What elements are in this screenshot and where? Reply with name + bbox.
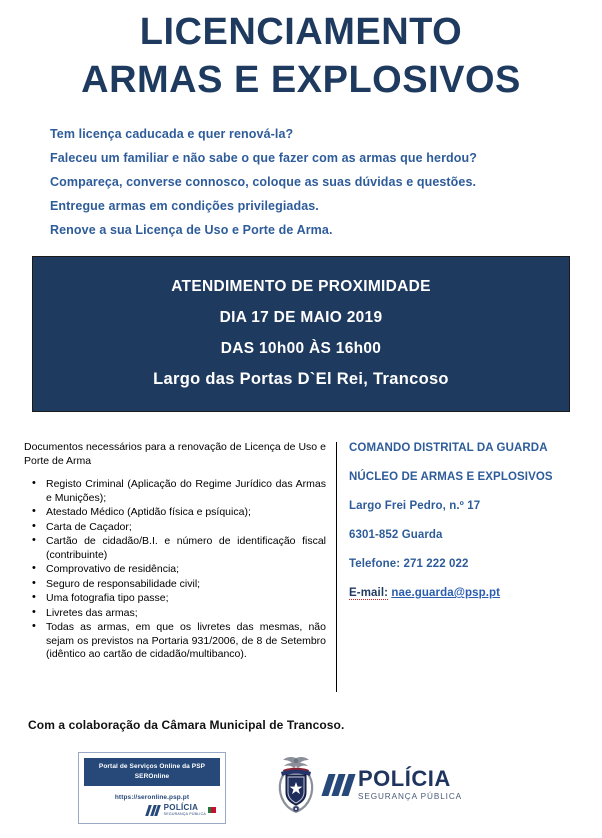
banner-hours: DAS 10h00 ÀS 16h00 [220, 340, 382, 357]
title-line-1: LICENCIAMENTO [139, 11, 463, 53]
psp-slashes-icon [325, 774, 355, 796]
psp-brand-text [358, 765, 463, 803]
intro-line-1: Tem licença caducada e quer renová-la? [50, 127, 294, 141]
intro-line-5: Renove a sua Licença de Uso e Porte de Arma. [50, 223, 333, 237]
banner-location: Largo das Portas D`El Rei, Trancoso [153, 370, 449, 388]
title-line-2: ARMAS E EXPLOSIVOS [81, 59, 521, 101]
psp-slashes-icon [147, 805, 161, 816]
seronline-portal-box [78, 752, 226, 824]
psp-wordmark [325, 765, 463, 803]
collaboration-note: Com a colaboração da Câmara Municipal de Trancoso. [28, 718, 345, 732]
list-item: • Cartão de cidadão/B.I. e número de identificação fiscal (contribuinte) [46, 535, 326, 562]
seronline-psp-logo [84, 804, 220, 817]
psp-crest-icon [275, 754, 317, 816]
event-banner [32, 256, 570, 412]
contact-postal-code: 6301-852 Guarda [349, 529, 443, 541]
contact-phone: Telefone: 271 222 022 [349, 558, 469, 570]
contact-street: Largo Frei Pedro, n.º 17 [349, 500, 481, 512]
psp-logo [275, 754, 462, 816]
seronline-url[interactable]: https://seronline.psp.pt [114, 794, 190, 801]
psp-brand-name: POLÍCIA [358, 765, 451, 791]
contact-command: COMANDO DISTRITAL DA GUARDA [349, 442, 548, 454]
intro-questions [50, 122, 570, 242]
documents-column [24, 440, 336, 663]
intro-line-2: Faleceu um familiar e não sabe o que fazer com as armas que herdou? [50, 151, 477, 165]
seronline-brand-name: POLÍCIA [163, 803, 199, 812]
psp-brand-sub: SEGURANÇA PÚBLICA [358, 791, 463, 801]
banner-date: DIA 17 DE MAIO 2019 [219, 309, 383, 326]
intro-line-4: Entregue armas em condições privilegiadas. [50, 199, 319, 213]
list-item: • Registo Criminal (Aplicação do Regime Jurídico das Armas e Munições); [46, 478, 326, 505]
seronline-brand-sub: SEGURANÇA PÚBLICA [163, 812, 206, 816]
documents-heading: Documentos necessários para a renovação de Licença de Uso e Porte de Arma [24, 441, 326, 467]
contact-column [337, 440, 588, 614]
seronline-header-line2: SEROnline [134, 773, 170, 780]
seronline-header [84, 758, 220, 786]
list-item: • Todas as armas, em que os livretes das mesmas, não sejam os previstos na Portaria 931/2006, de 8 de Setembro (idêntico ao cartão de cidadão/multibanco). [46, 621, 326, 662]
list-item: • Atestado Médico (Aptidão física e psíquica); [46, 506, 326, 520]
info-columns [0, 440, 602, 692]
list-item: • Carta de Caçador; [46, 521, 326, 535]
seronline-psp-wordmark [164, 804, 206, 817]
list-item: • Comprovativo de residência; [46, 563, 326, 577]
intro-line-3: Compareça, converse connosco, coloque as suas dúvidas e questões. [50, 175, 477, 189]
contact-email-row [349, 585, 588, 601]
list-item: • Uma fotografia tipo passe; [46, 592, 326, 606]
banner-event-title: ATENDIMENTO DE PROXIMIDADE [171, 278, 431, 295]
contact-unit: NÚCLEO DE ARMAS E EXPLOSIVOS [349, 471, 553, 483]
footer-logos [0, 752, 602, 838]
documents-list [24, 478, 326, 662]
email-label: E-mail: [349, 587, 389, 599]
page-title [0, 0, 602, 104]
list-item: • Livretes das armas; [46, 607, 326, 621]
portugal-flag-icon [208, 807, 216, 813]
seronline-header-line1: Portal de Serviços Online da PSP [98, 763, 206, 770]
list-item: • Seguro de responsabilidade civil; [46, 578, 326, 592]
email-link[interactable]: nae.guarda@psp.pt [391, 587, 501, 599]
